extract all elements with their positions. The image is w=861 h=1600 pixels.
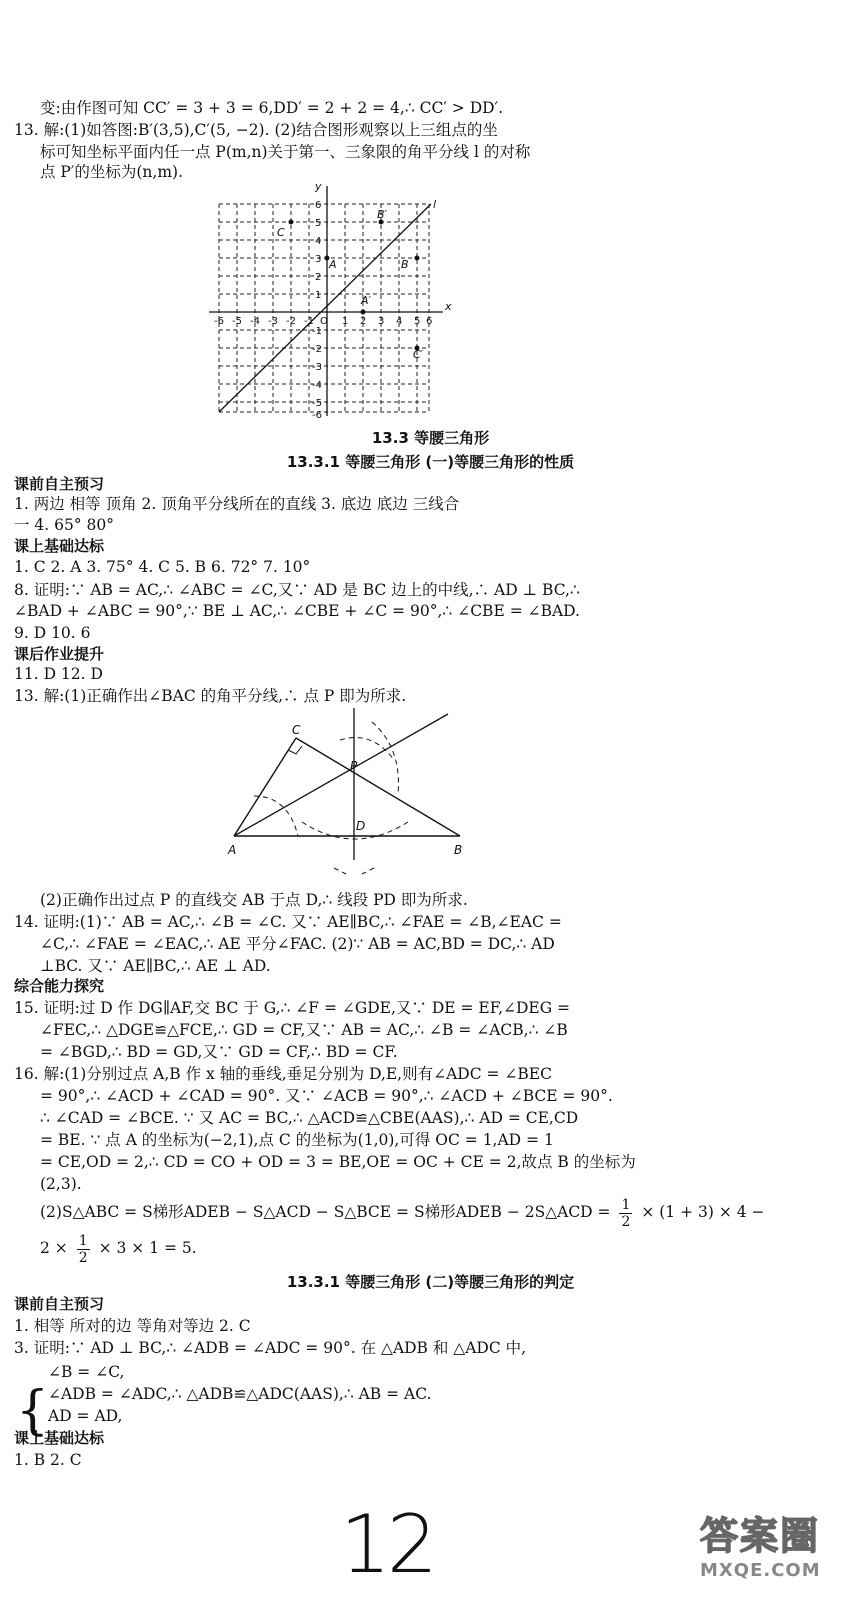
x-tick-label: -2 <box>286 316 296 327</box>
x-tick-label: -5 <box>232 316 242 327</box>
construction-arc <box>372 722 398 794</box>
x-tick-label: 5 <box>414 316 421 327</box>
y-tick-label: 1 <box>315 290 322 301</box>
point-label: B′ <box>377 208 388 221</box>
x-tick-label: 1 <box>342 316 349 327</box>
text-line: 变:由作图可知 CC′ = 3 + 3 = 6,DD′ = 2 + 2 = 4,∴ CC′ > DD′. <box>40 99 504 117</box>
text-line: 3. 证明:∵ AD ⊥ BC,∴ ∠ADB = ∠ADC = 90°. 在 △ADB 和 △ADC 中, <box>14 1339 527 1357</box>
text-line: ∠BAD + ∠ABC = 90°,∵ BE ⊥ AC,∴ ∠CBE + ∠C = 90°,∴ ∠CBE = ∠BAD. <box>14 602 580 620</box>
x-tick-label: -1 <box>304 316 314 327</box>
text-line: 16. 解:(1)分别过点 A,B 作 x 轴的垂线,垂足分别为 D,E,则有∠ADC = ∠BEC <box>14 1065 552 1083</box>
text-line: 14. 证明:(1)∵ AB = AC,∴ ∠B = ∠C. 又∵ AE∥BC,∴ ∠FAE = ∠B,∠EAC = <box>14 913 562 931</box>
text-line: 点 P′的坐标为(n,m). <box>40 163 184 181</box>
x-axis-label: x <box>445 300 452 313</box>
y-tick-label: -1 <box>312 326 322 337</box>
formula-part: 2 × <box>40 1239 68 1257</box>
point-label: C <box>277 226 285 239</box>
subsection-heading: 课前自主预习 <box>14 1295 105 1313</box>
x-tick-label: -3 <box>268 316 278 327</box>
y-tick-label: 6 <box>315 200 322 211</box>
point-a-prime <box>361 310 366 315</box>
page-number: 12 <box>340 1498 434 1591</box>
formula-part: × 3 × 1 = 5. <box>98 1239 197 1257</box>
text-line: = ∠BGD,∴ BD = GD,又∵ GD = CF,∴ BD = CF. <box>40 1043 398 1061</box>
x-tick-label: 4 <box>396 316 403 327</box>
formula-line <box>40 1196 861 1230</box>
text-line: ∠C,∴ ∠FAE = ∠EAC,∴ AE 平分∠FAC. (2)∵ AB = AC,BD = DC,∴ AD <box>40 935 555 953</box>
point-label: C′ <box>413 348 424 361</box>
y-tick-label: -5 <box>312 398 322 409</box>
text-line: ∠B = ∠C, <box>48 1363 125 1381</box>
text-line: (2)正确作出过点 P 的直线交 AB 于点 D,∴ 线段 PD 即为所求. <box>40 891 468 909</box>
vertex-label: A <box>228 843 237 857</box>
fraction-numerator: 1 <box>78 1232 88 1249</box>
subsection-heading: 课上基础达标 <box>14 1429 105 1447</box>
section-title: 13.3 等腰三角形 <box>371 429 490 447</box>
text-line: ∴ ∠CAD = ∠BCE. ∵ 又 AC = BC,∴ △ACD≌△CBE(AAS),∴ AD = CE,CD <box>40 1109 579 1127</box>
text-line: (2,3). <box>40 1175 82 1193</box>
point-c <box>289 220 294 225</box>
subsection-heading: 课上基础达标 <box>14 537 105 555</box>
text-line: 1. 相等 所对的边 等角对等边 2. C <box>14 1317 251 1335</box>
watermark-url: MXQE.COM <box>700 1560 821 1581</box>
text-line: 15. 证明:过 D 作 DG∥AF,交 BC 于 G,∴ ∠F = ∠GDE,又∵ DE = EF,∠DEG = <box>14 999 571 1017</box>
x-tick-label: -4 <box>250 316 260 327</box>
section-title: 13.3.1 等腰三角形 (二)等腰三角形的判定 <box>286 1273 575 1291</box>
text-line: ⊥BC. 又∵ AE∥BC,∴ AE ⊥ AD. <box>40 957 271 975</box>
text-line: 11. D 12. D <box>14 665 103 683</box>
triangle-figure <box>222 708 482 888</box>
subsection-heading: 课后作业提升 <box>14 645 105 663</box>
point-label: A <box>329 258 337 271</box>
line-label: l <box>433 198 437 211</box>
vertex-label: B <box>454 843 463 857</box>
y-tick-label: -2 <box>312 344 322 355</box>
y-tick-label: -3 <box>312 362 322 373</box>
section-title: 13.3.1 等腰三角形 (一)等腰三角形的性质 <box>286 453 575 471</box>
y-tick-label: -4 <box>312 380 322 391</box>
text-line: 标可知坐标平面内任一点 P(m,n)关于第一、三象限的角平分线 l 的对称 <box>40 143 531 161</box>
side-ac <box>234 738 296 836</box>
angle-bisector <box>234 714 448 836</box>
y-tick-label: 3 <box>315 254 322 265</box>
fraction-numerator: 1 <box>621 1196 631 1213</box>
y-tick-label: 2 <box>315 272 322 283</box>
formula-part: × (1 + 3) × 4 − <box>641 1203 765 1221</box>
text-line: = 90°,∴ ∠ACD + ∠CAD = 90°. 又∵ ∠ACB = 90°,∴ ∠ACD + ∠BCE = 90°. <box>40 1087 613 1105</box>
vertex-label: C <box>292 723 301 737</box>
point-b <box>415 256 420 261</box>
fraction-half <box>77 1233 90 1266</box>
y-tick-label: 4 <box>315 236 322 247</box>
fraction-denominator: 2 <box>78 1249 88 1266</box>
text-line: = BE. ∵ 点 A 的坐标为(−2,1),点 C 的坐标为(1,0),可得 OC = 1,AD = 1 <box>40 1131 554 1149</box>
vertex-label: D <box>356 819 366 833</box>
text-line: AD = AD, <box>48 1407 123 1425</box>
text-line: 13. 解:(1)如答图:B′(3,5),C′(5, −2). (2)结合图形观察以上三组点的坐 <box>14 121 498 139</box>
text-line: ∠ADB = ∠ADC,∴ △ADB≌△ADC(AAS),∴ AB = AC. <box>48 1385 432 1403</box>
text-line: 9. D 10. 6 <box>14 624 91 642</box>
construction-arc <box>254 796 298 836</box>
y-axis-label: y <box>315 180 322 193</box>
text-line: = CE,OD = 2,∴ CD = CO + OD = 3 = BE,OE = OC + CE = 2,故点 B 的坐标为 <box>40 1153 636 1171</box>
x-tick-label: 2 <box>360 316 367 327</box>
x-tick-label: 6 <box>426 316 433 327</box>
text-line: 1. 两边 相等 顶角 2. 顶角平分线所在的直线 3. 底边 底边 三线合 <box>14 495 460 513</box>
point-label: B <box>401 258 409 271</box>
fraction-denominator: 2 <box>621 1213 631 1230</box>
fraction-half <box>619 1197 632 1230</box>
point-label: A′ <box>361 294 372 307</box>
text-line: 8. 证明:∵ AB = AC,∴ ∠ABC = ∠C,又∵ AD 是 BC 边上的中线,∴ AD ⊥ BC,∴ <box>14 581 580 599</box>
text-line: 1. B 2. C <box>14 1451 82 1469</box>
construction-arc <box>334 868 374 874</box>
watermark-text: 答案圈 <box>700 1514 821 1558</box>
y-tick-label: -6 <box>312 410 322 420</box>
text-line: 1. C 2. A 3. 75° 4. C 5. B 6. 72° 7. 10° <box>14 558 311 576</box>
text-line: 13. 解:(1)正确作出∠BAC 的角平分线,∴ 点 P 即为所求. <box>14 687 407 705</box>
subsection-heading: 课前自主预习 <box>14 475 105 493</box>
coordinate-figure <box>205 180 455 420</box>
subsection-heading: 综合能力探究 <box>14 977 105 995</box>
x-tick-label: -6 <box>214 316 224 327</box>
vertex-label: P <box>350 759 358 773</box>
text-line: 一 4. 65° 80° <box>14 516 115 534</box>
origin-label: O <box>320 316 328 327</box>
formula-line <box>40 1232 861 1266</box>
system-brace: { <box>16 1381 50 1441</box>
x-tick-label: 3 <box>378 316 385 327</box>
text-line: ∠FEC,∴ △DGE≌△FCE,∴ GD = CF,又∵ AB = AC,∴ ∠B = ∠ACB,∴ ∠B <box>40 1021 568 1039</box>
y-tick-label: 5 <box>315 218 322 229</box>
watermark-logo <box>700 1505 850 1585</box>
formula-part: (2)S△ABC = S梯形ADEB − S△ACD − S△BCE = S梯形ADEB − 2S△ACD = <box>40 1203 611 1221</box>
